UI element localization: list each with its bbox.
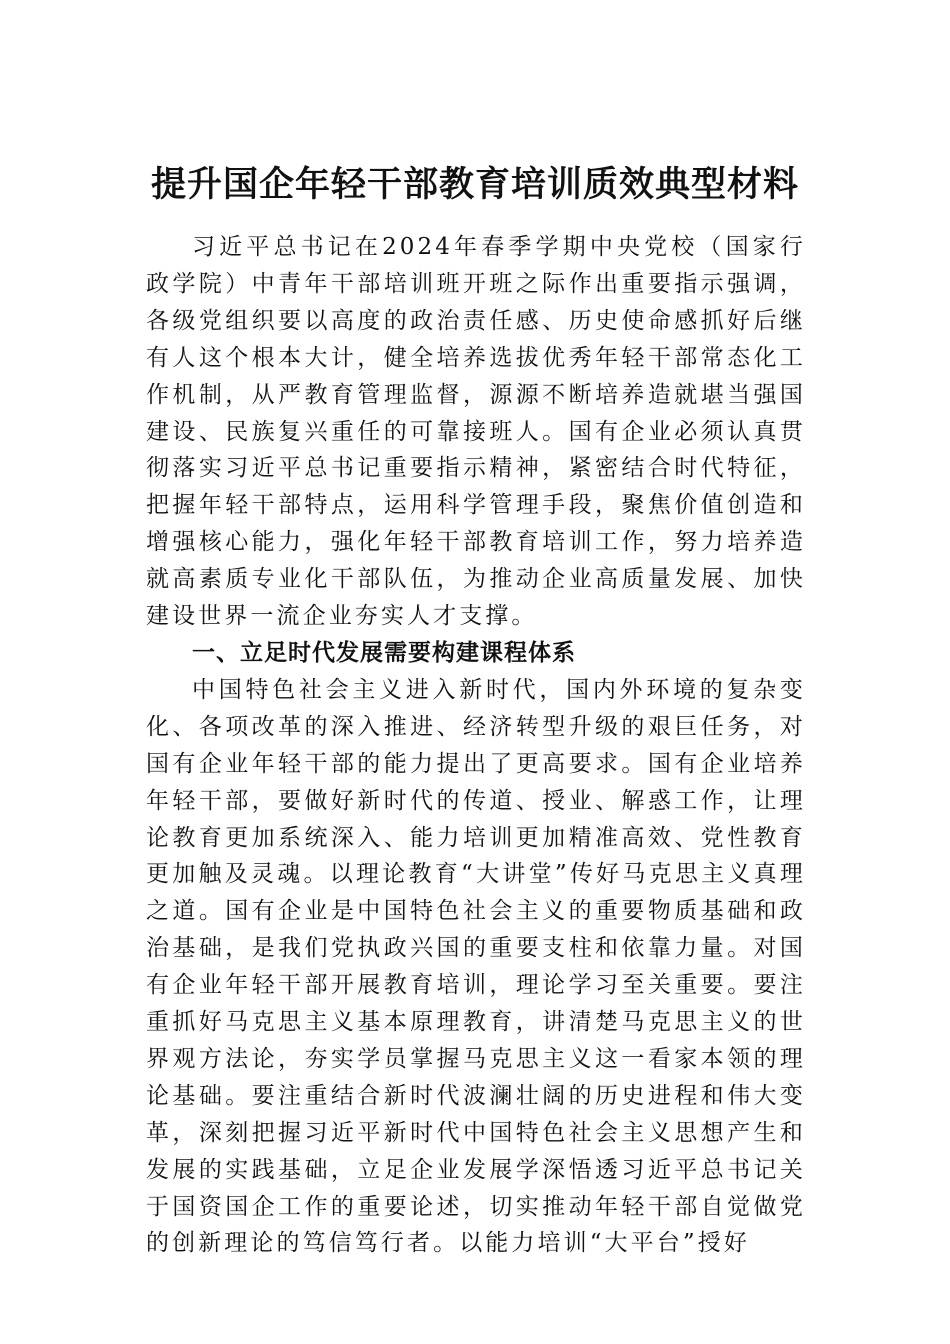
paragraph-intro: 习近平总书记在2024年春季学期中央党校（国家行政学院）中青年干部培训班开班之际作出重要指示强调，各级党组织要以高度的政治责任感、历史使命感抓好后继有人这个根本大计，健全培养选拔优秀年轻干部常态化工作机制，从严教育管理监督，源源不断培养造就堪当强国建设、民族复兴重任的可靠接班人。国有企业必须认真贯彻落实习近平总书记重要指示精神，紧密结合时代特征，把握年轻干部特点，运用科学管理手段，聚焦价值创造和增强核心能力，强化年轻干部教育培训工作，努力培养造就高素质专业化干部队伍，为推动企业高质量发展、加快建设世界一流企业夯实人才支撑。 [146, 234, 806, 630]
document-body [146, 229, 806, 1262]
section-heading-1: 一、立足时代发展需要构建课程体系 [192, 639, 576, 666]
paragraph-section-1: 中国特色社会主义进入新时代，国内外环境的复杂变化、各项改革的深入推进、经济转型升级的艰巨任务，对国有企业年轻干部的能力提出了更高要求。国有企业培养年轻干部，要做好新时代的传道、授业、解惑工作，让理论教育更加系统深入、能力培训更加精准高效、党性教育更加触及灵魂。以理论教育“大讲堂”传好马克思主义真理之道。国有企业是中国特色社会主义的重要物质基础和政治基础，是我们党执政兴国的重要支柱和依靠力量。对国有企业年轻干部开展教育培训，理论学习至关重要。要注重抓好马克思主义基本原理教育，讲清楚马克思主义的世界观方法论，夯实学员掌握马克思主义这一看家本领的理论基础。要注重结合新时代波澜壮阔的历史进程和伟大变革，深刻把握习近平新时代中国特色社会主义思想产生和发展的实践基础，立足企业发展学深悟透习近平总书记关于国资国企工作的重要论述，切实推动年轻干部自觉做党的创新理论的笃信笃行者。以能力培训“大平台”授好 [146, 676, 806, 1257]
document-title: 提升国企年轻干部教育培训质效典型材料 [150, 164, 799, 205]
